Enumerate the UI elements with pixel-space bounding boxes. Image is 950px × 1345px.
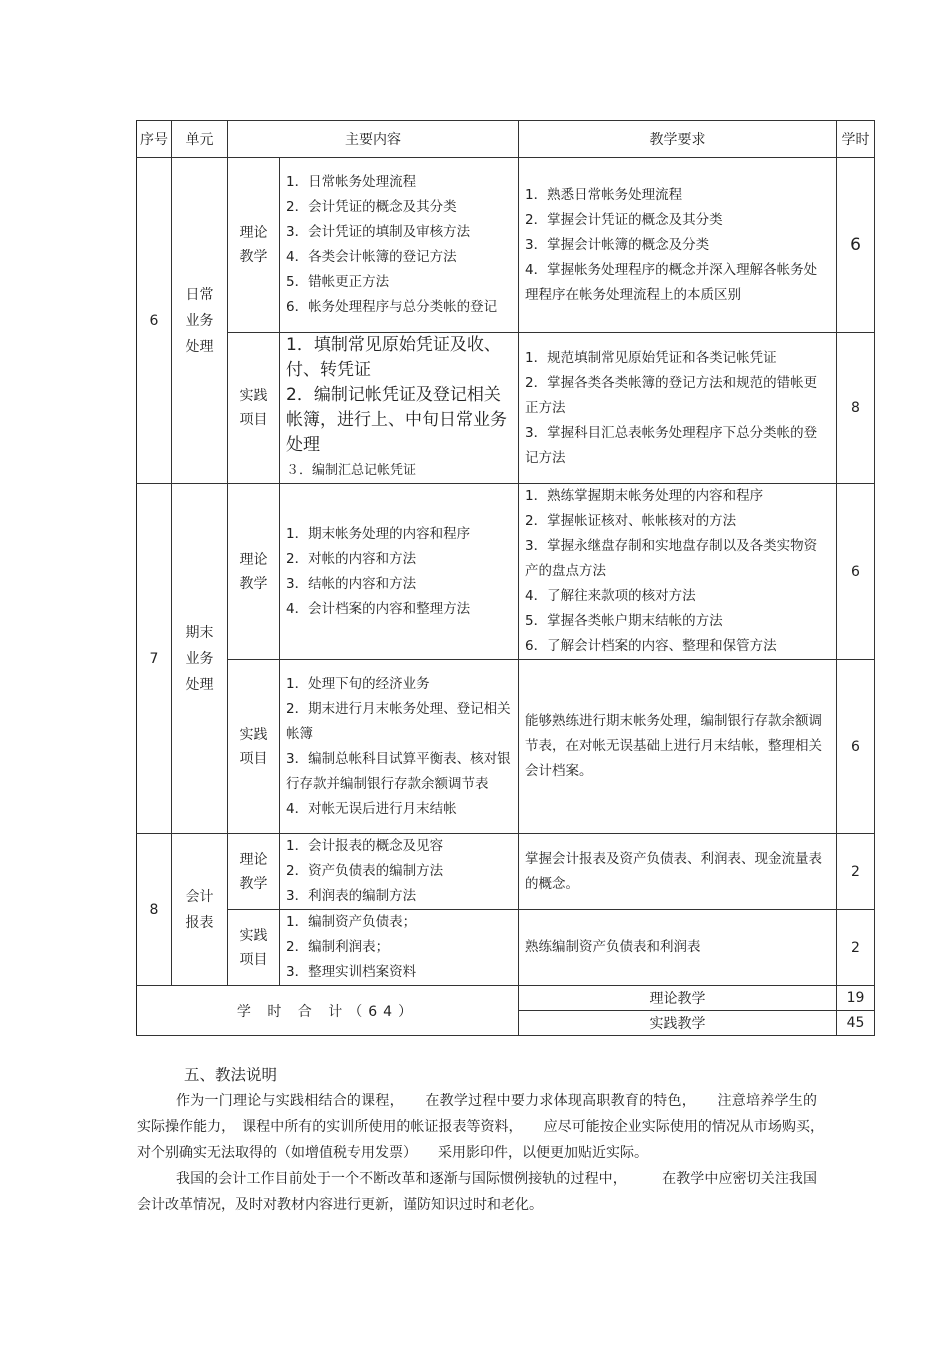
requirement-list: 熟练编制资产负债表和利润表 [519, 910, 837, 986]
part-kind: 理论 教学 [228, 834, 280, 910]
requirement-list: 1．规范填制常见原始凭证和各类记帐凭证 2．掌握各类各类帐簿的登记方法和规范的错帐更正方法 3．掌握科目汇总表帐务处理程序下总分类帐的登记方法 [519, 333, 837, 484]
syllabus-table [136, 120, 875, 1036]
unit-number: 6 [137, 158, 172, 484]
hours-cell: 2 [837, 834, 875, 910]
unit-name: 日常 业务 处理 [172, 158, 228, 484]
content-list: 1．填制常见原始凭证及收、付、转凭证 2．编制记帐凭证及登记相关帐簿，进行上、中旬日常业务处理 ３．编制汇总记帐凭证 [280, 333, 519, 484]
content-list: 1．编制资产负债表； 2．编制利润表； 3．整理实训档案资料 [280, 910, 519, 986]
total-label: 学 时 合 计（64） [137, 986, 519, 1036]
summary-theory-hours: 19 [837, 986, 875, 1011]
table-row [137, 660, 875, 834]
header-row [137, 121, 875, 158]
requirement-list: 1．熟练掌握期末帐务处理的内容和程序 2．掌握帐证核对、帐帐核对的方法 3．掌握永继盘存制和实地盘存制以及各类实物资产的盘点方法 4．了解往来款项的核对方法 5．掌握各类帐户期末结帐的方法 6．了解会计档案的内容、整理和保管方法 [519, 484, 837, 660]
content-list: 1．处理下旬的经济业务 2．期末进行月末帐务处理、登记相关帐簿 3．编制总帐科目试算平衡表、核对银行存款并编制银行存款余额调节表 4．对帐无误后进行月末结帐 [280, 660, 519, 834]
part-kind: 实践 项目 [228, 333, 280, 484]
header-unit: 单元 [172, 121, 228, 158]
total-row [137, 986, 875, 1011]
part-kind: 理论 教学 [228, 158, 280, 333]
section-title: 五、教法说明 [184, 1066, 278, 1084]
unit-name: 会计 报表 [172, 834, 228, 986]
part-kind: 理论 教学 [228, 484, 280, 660]
hours-cell: 8 [837, 333, 875, 484]
hours-cell: 6 [837, 484, 875, 660]
header-num: 序号 [137, 121, 172, 158]
table-row [137, 158, 875, 333]
summary-practice-label: 实践教学 [519, 1011, 837, 1036]
requirement-list: 能够熟练进行期末帐务处理，编制银行存款余额调节表，在对帐无误基础上进行月末结帐，整理相关会计档案。 [519, 660, 837, 834]
table-row [137, 333, 875, 484]
content-list: 1．日常帐务处理流程 2．会计凭证的概念及其分类 3．会计凭证的填制及审核方法 4．各类会计帐簿的登记方法 5．错帐更正方法 6．帐务处理程序与总分类帐的登记 [280, 158, 519, 333]
header-content: 主要内容 [228, 121, 519, 158]
table-row [137, 910, 875, 986]
part-kind: 实践 项目 [228, 660, 280, 834]
unit-name: 期末 业务 处理 [172, 484, 228, 834]
hours-cell: 6 [837, 158, 875, 333]
paragraph: 我国的会计工作目前处于一个不断改革和逐渐与国际惯例接轨的过程中， 在教学中应密切关注我国会计改革情况，及时对教材内容进行更新，谨防知识过时和老化。 [137, 1171, 817, 1213]
hours-cell: 6 [837, 660, 875, 834]
header-requirement: 教学要求 [519, 121, 837, 158]
header-hours: 学时 [837, 121, 875, 158]
paragraph: 作为一门理论与实践相结合的课程， 在教学过程中要力求体现高职教育的特色， 注意培养学生的实际操作能力， 课程中所有的实训所使用的帐证报表等资料， 应尽可能按企业实际使用的情况从市场购买， 对个别确实无法取得的（如增值税专用发票） 采用影印件，以便更加贴近实际。 [137, 1093, 831, 1161]
teaching-method-section [137, 1062, 831, 1218]
unit-number: 7 [137, 484, 172, 834]
unit-number: 8 [137, 834, 172, 986]
table-row [137, 484, 875, 660]
requirement-list: 1．熟悉日常帐务处理流程 2．掌握会计凭证的概念及其分类 3．掌握会计帐簿的概念及分类 4．掌握帐务处理程序的概念并深入理解各帐务处理程序在帐务处理流程上的本质区别 [519, 158, 837, 333]
summary-theory-label: 理论教学 [519, 986, 837, 1011]
summary-practice-hours: 45 [837, 1011, 875, 1036]
requirement-list: 掌握会计报表及资产负债表、利润表、现金流量表的概念。 [519, 834, 837, 910]
hours-cell: 2 [837, 910, 875, 986]
table-row [137, 834, 875, 910]
part-kind: 实践 项目 [228, 910, 280, 986]
content-list: 1．期末帐务处理的内容和程序 2．对帐的内容和方法 3．结帐的内容和方法 4．会计档案的内容和整理方法 [280, 484, 519, 660]
content-list: 1．会计报表的概念及见容 2．资产负债表的编制方法 3．利润表的编制方法 [280, 834, 519, 910]
